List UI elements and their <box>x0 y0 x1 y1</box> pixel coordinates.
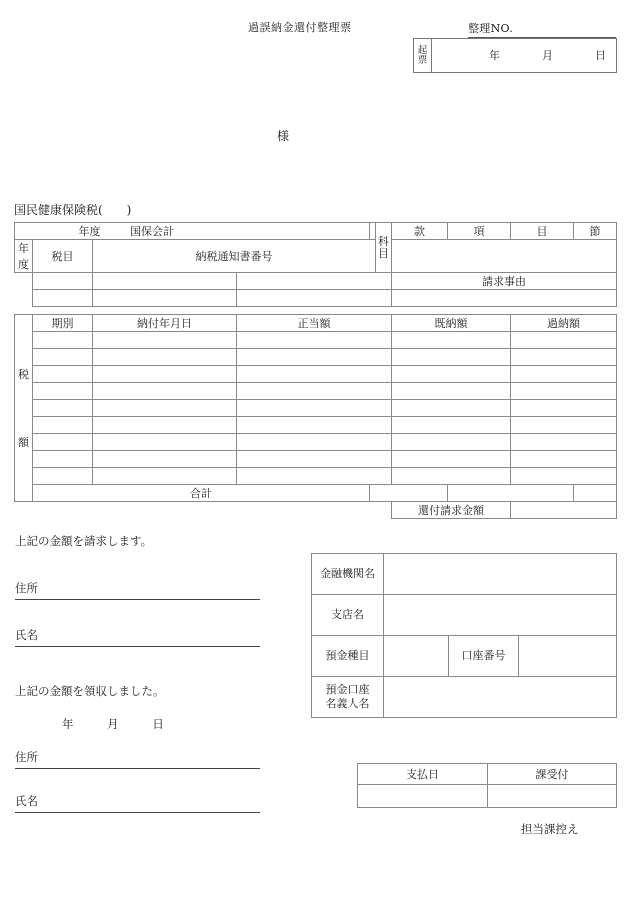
claim-address-field[interactable] <box>15 580 260 600</box>
cell-paid[interactable] <box>392 383 511 400</box>
account-holder-label-line2: 名義人名 <box>325 697 370 710</box>
info-header-zeimoku: 税目 <box>33 240 93 273</box>
receipt-year-label: 年 <box>62 717 74 731</box>
receipt-month-label: 月 <box>107 717 119 731</box>
cell-overpaid[interactable] <box>511 417 617 434</box>
receipt-address-field[interactable] <box>15 749 260 769</box>
kihyo-label-char-2: 票 <box>417 54 428 66</box>
recipient-honorific: 様 <box>277 129 290 143</box>
section-receipt-header: 課受付 <box>488 764 617 785</box>
claim-name-label: 氏名 <box>15 628 38 642</box>
cell-overpaid[interactable] <box>511 451 617 468</box>
detail-header-kibetsu: 期別 <box>33 315 93 332</box>
cell-proper[interactable] <box>237 417 392 434</box>
cell-paydate[interactable] <box>93 332 237 349</box>
table-row <box>15 400 617 417</box>
cell-overpaid[interactable] <box>511 366 617 383</box>
table-row <box>15 383 617 400</box>
tax-amount-side-label <box>15 315 33 502</box>
fiscal-year-label: 年度 <box>78 225 101 238</box>
cell-paid[interactable] <box>392 434 511 451</box>
subhead-kan: 款 <box>392 223 448 240</box>
bank-row-holder <box>312 677 617 718</box>
cell-paid[interactable] <box>392 366 511 383</box>
cell-paid[interactable] <box>392 417 511 434</box>
account-name-label: 国保会計 <box>130 225 174 238</box>
kihyo-year-label: 年 <box>489 49 500 62</box>
account-holder-label <box>312 677 384 718</box>
seiri-number-field[interactable] <box>468 22 616 38</box>
info-value-zeimoku-2[interactable] <box>93 290 237 307</box>
payment-date-header: 支払日 <box>358 764 488 785</box>
account-number-value[interactable] <box>519 636 617 677</box>
table-row <box>15 451 617 468</box>
claim-address-label: 住所 <box>15 581 38 595</box>
cell-overpaid[interactable] <box>511 332 617 349</box>
cell-kibetsu[interactable] <box>33 417 93 434</box>
detail-header-paydate: 納付年月日 <box>93 315 237 332</box>
refund-value-cell[interactable] <box>511 502 617 519</box>
total-label-cell: 合計 <box>33 485 370 502</box>
detail-header-paid: 既納額 <box>392 315 511 332</box>
kihyo-label <box>414 39 432 72</box>
claim-statement: 上記の金額を請求します。 <box>15 534 153 548</box>
subhead-setsu: 節 <box>574 223 617 240</box>
fiscal-account-cell <box>15 223 370 240</box>
info-value-zeimoku[interactable] <box>93 273 237 290</box>
claim-name-field[interactable] <box>15 627 260 647</box>
info-header-notice-no: 納税通知書番号 <box>93 240 376 273</box>
info-header-nendo: 年度 <box>15 240 33 273</box>
kihyo-day-label: 日 <box>595 49 606 62</box>
cell-kibetsu[interactable] <box>33 366 93 383</box>
bank-branch-label: 支店名 <box>312 595 384 636</box>
info-value-nendo-2[interactable] <box>33 290 93 307</box>
receipt-name-field[interactable] <box>15 793 260 813</box>
cell-proper[interactable] <box>237 468 392 485</box>
cell-kibetsu[interactable] <box>33 383 93 400</box>
cell-paydate[interactable] <box>93 349 237 366</box>
cell-kibetsu[interactable] <box>33 451 93 468</box>
cell-paid[interactable] <box>392 468 511 485</box>
receipt-name-label: 氏名 <box>15 794 38 808</box>
deposit-type-label: 預金種目 <box>312 636 384 677</box>
cell-paid[interactable] <box>392 451 511 468</box>
table-row <box>15 468 617 485</box>
kamoku-char-1: 科 <box>378 234 389 248</box>
receipt-day-label: 日 <box>152 717 164 731</box>
deposit-type-value[interactable] <box>384 636 449 677</box>
bank-row-account <box>312 636 617 677</box>
document-title: 過誤納金還付整理票 <box>248 21 352 34</box>
cell-paid[interactable] <box>392 349 511 366</box>
kihyo-month-label: 月 <box>542 49 553 62</box>
cell-paydate[interactable] <box>93 400 237 417</box>
kihyo-label-char-1: 起 <box>417 44 428 56</box>
bank-branch-value[interactable] <box>384 595 617 636</box>
cell-kibetsu[interactable] <box>33 349 93 366</box>
cell-kibetsu[interactable] <box>33 468 93 485</box>
kihyo-date-input[interactable] <box>432 39 616 72</box>
receipt-statement: 上記の金額を領収しました。 <box>15 684 165 698</box>
cell-kibetsu[interactable] <box>33 434 93 451</box>
refund-label-cell: 還付請求金額 <box>392 502 511 519</box>
cell-overpaid[interactable] <box>511 400 617 417</box>
payment-date-value[interactable] <box>358 785 488 808</box>
table-row <box>15 366 617 383</box>
side-label-char-2: 額 <box>18 435 29 449</box>
detail-header-overpaid: 過納額 <box>511 315 617 332</box>
spacer-left <box>15 273 33 290</box>
bank-institution-label: 金融機関名 <box>312 554 384 595</box>
cell-proper[interactable] <box>237 383 392 400</box>
cell-overpaid[interactable] <box>511 383 617 400</box>
cell-kibetsu[interactable] <box>33 400 93 417</box>
account-holder-value[interactable] <box>384 677 617 718</box>
cell-proper[interactable] <box>237 400 392 417</box>
cell-paid[interactable] <box>392 332 511 349</box>
table-row <box>15 434 617 451</box>
pay-header-row <box>358 764 617 785</box>
total-paid-cell[interactable] <box>448 485 574 502</box>
section-receipt-value[interactable] <box>488 785 617 808</box>
side-label-char-1: 税 <box>18 368 29 382</box>
total-overpaid-cell[interactable] <box>574 485 617 502</box>
cell-overpaid[interactable] <box>511 349 617 366</box>
table-row <box>15 332 617 349</box>
reason-value[interactable] <box>392 290 617 307</box>
kihyo-date-box <box>413 38 617 73</box>
payment-receipt-table <box>357 763 617 808</box>
bank-institution-value[interactable] <box>384 554 617 595</box>
cell-paid[interactable] <box>392 400 511 417</box>
tax-kind-label: 国民健康保険税( ) <box>14 203 132 217</box>
subhead-moku: 目 <box>511 223 574 240</box>
table-row <box>15 349 617 366</box>
cell-proper[interactable] <box>237 434 392 451</box>
cell-proper[interactable] <box>237 332 392 349</box>
pay-value-row <box>358 785 617 808</box>
cell-paydate[interactable] <box>93 434 237 451</box>
cell-paydate[interactable] <box>93 451 237 468</box>
main-form-table <box>14 222 616 519</box>
account-number-label: 口座番号 <box>449 636 519 677</box>
bank-account-table <box>311 553 617 718</box>
total-proper-cell[interactable] <box>370 485 448 502</box>
cell-paydate[interactable] <box>93 417 237 434</box>
cell-kibetsu[interactable] <box>33 332 93 349</box>
cell-proper[interactable] <box>237 366 392 383</box>
bank-row-institution <box>312 554 617 595</box>
cell-proper[interactable] <box>237 451 392 468</box>
receipt-address-label: 住所 <box>15 750 38 764</box>
cell-proper[interactable] <box>237 349 392 366</box>
receipt-date-field[interactable] <box>62 719 164 731</box>
info-value-nendo[interactable] <box>33 273 93 290</box>
cell-paydate[interactable] <box>93 366 237 383</box>
info-value-notice-no[interactable] <box>237 273 392 290</box>
seiri-number-label: 整理NO. <box>468 22 513 35</box>
info-value-notice-no-2[interactable] <box>237 290 392 307</box>
cell-paydate[interactable] <box>93 383 237 400</box>
footer-note: 担当課控え <box>521 822 579 836</box>
subhead-value-kan[interactable] <box>392 240 617 273</box>
table-row <box>15 417 617 434</box>
cell-overpaid[interactable] <box>511 468 617 485</box>
detail-header-proper: 正当額 <box>237 315 392 332</box>
bank-row-branch <box>312 595 617 636</box>
subhead-ko: 項 <box>448 223 511 240</box>
cell-paydate[interactable] <box>93 468 237 485</box>
account-holder-label-line1: 預金口座 <box>325 683 370 697</box>
kamoku-char-2: 目 <box>378 246 389 260</box>
reason-header: 請求事由 <box>392 273 617 290</box>
cell-overpaid[interactable] <box>511 434 617 451</box>
kamoku-label-cell <box>376 223 392 273</box>
